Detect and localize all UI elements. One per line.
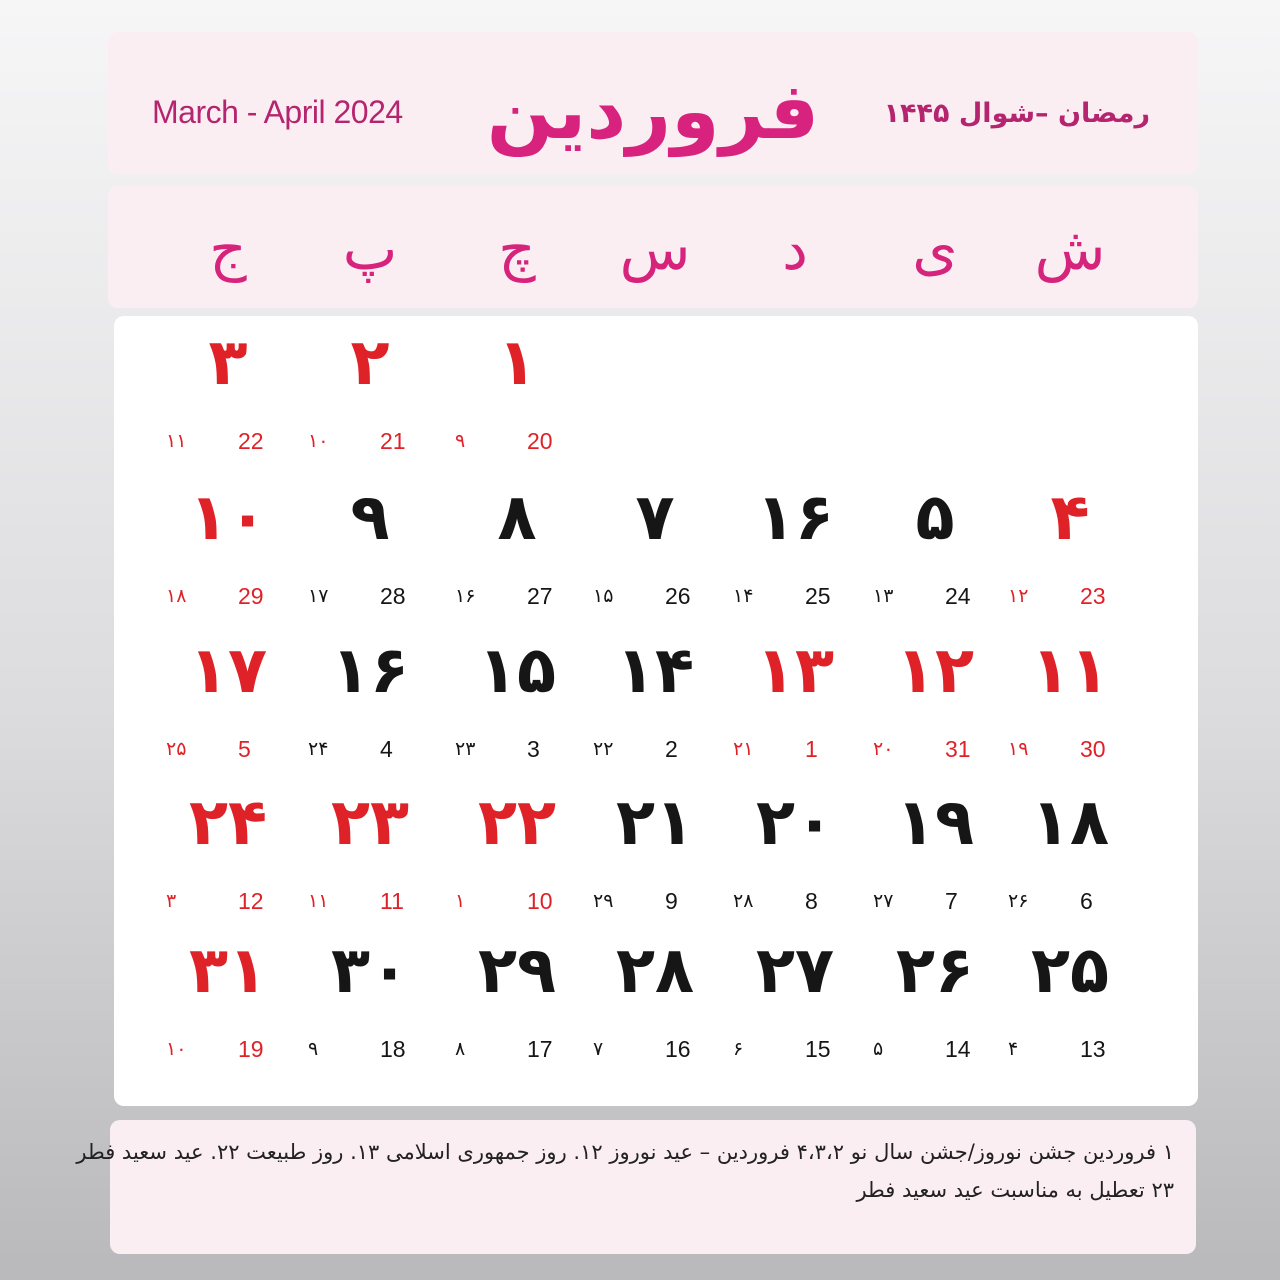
gregorian-day-number: 23 [1080,583,1106,609]
hijri-day-number: ۴ [1008,1038,1019,1060]
weekday-label: چ [498,215,536,283]
persian-day-number: ۱۹ [895,786,975,860]
weekday-header [108,186,1198,308]
persian-day-number: ۱۵ [477,634,557,708]
gregorian-day-number: 15 [805,1036,831,1062]
gregorian-day-number: 21 [380,428,406,454]
persian-day-number: ۱۷ [188,634,268,708]
persian-day-number: ۱۶ [330,634,410,708]
hijri-day-number: ۲۶ [1008,890,1029,912]
persian-day-number: ۲۸ [615,934,695,1008]
gregorian-day-number: 10 [527,888,553,914]
persian-day-number: ۱۸ [1030,786,1110,860]
hijri-day-number: ۱ [455,890,466,912]
gregorian-day-number: 20 [527,428,553,454]
persian-day-number: ۳۰ [330,934,410,1008]
hijri-day-number: ۱۰ [308,430,329,452]
gregorian-day-number: 7 [945,888,958,914]
persian-day-number: ۳۱ [188,934,268,1008]
hijri-day-number: ۵ [873,1038,884,1060]
persian-day-number: ۱۴ [615,634,695,708]
persian-day-number: ۲۱ [615,786,695,860]
hijri-day-number: ۱۸ [166,585,187,607]
hijri-day-number: ۱۷ [308,585,329,607]
gregorian-day-number: 22 [238,428,264,454]
persian-day-number: ۱۲ [895,634,975,708]
persian-day-number: ۱ [497,326,537,400]
hijri-day-number: ۶ [733,1038,744,1060]
gregorian-day-number: 12 [238,888,264,914]
gregorian-month-range: March - April 2024 [152,94,403,130]
hijri-day-number: ۲۳ [455,738,476,760]
persian-day-number: ۹ [350,481,390,555]
persian-day-number: ۵ [915,481,955,555]
hijri-day-number: ۷ [593,1038,604,1060]
gregorian-day-number: 3 [527,736,540,762]
hijri-day-number: ۲۵ [166,738,187,760]
persian-day-number: ۲ [350,326,390,400]
hijri-day-number: ۱۳ [873,585,894,607]
hijri-day-number: ۲۰ [873,738,894,760]
persian-day-number: ۲۶ [895,934,975,1008]
persian-day-number: ۲۵ [1030,934,1110,1008]
hijri-day-number: ۱۱ [308,890,329,912]
gregorian-day-number: 29 [238,583,264,609]
persian-day-number: ۲۹ [477,934,557,1008]
hijri-day-number: ۲۱ [733,738,754,760]
gregorian-day-number: 13 [1080,1036,1106,1062]
gregorian-day-number: 28 [380,583,406,609]
weekday-label: س [619,215,691,283]
gregorian-day-number: 19 [238,1036,264,1062]
persian-day-number: ۱۰ [188,481,268,555]
gregorian-day-number: 16 [665,1036,691,1062]
gregorian-day-number: 31 [945,736,971,762]
gregorian-day-number: 18 [380,1036,406,1062]
persian-day-number: ۱۱ [1030,634,1110,708]
hijri-day-number: ۲۸ [733,890,754,912]
gregorian-day-number: 11 [380,888,404,914]
weekday-label: د [782,215,808,283]
persian-day-number: ۸ [497,481,537,555]
persian-day-number: ۴ [1050,481,1090,555]
holiday-notes [76,1120,1196,1254]
hijri-day-number: ۱۶ [455,585,476,607]
calendar-header [108,32,1198,174]
gregorian-day-number: 30 [1080,736,1106,762]
gregorian-day-number: 27 [527,583,553,609]
hijri-day-number: ۱۴ [733,585,754,607]
persian-day-number: ۱۳ [755,634,835,708]
hijri-day-number: ۹ [455,430,466,452]
gregorian-day-number: 25 [805,583,831,609]
gregorian-day-number: 17 [527,1036,553,1062]
weekday-label: ش [1034,215,1106,283]
hijri-day-number: ۱۵ [593,585,614,607]
weekday-label: پ [342,215,398,283]
hijri-day-number: ۹ [308,1038,319,1060]
gregorian-day-number: 2 [665,736,678,762]
hijri-day-number: ۲۷ [873,890,894,912]
gregorian-day-number: 26 [665,583,691,609]
hijri-day-number: ۲۲ [593,738,614,760]
hijri-day-number: ۸ [455,1038,466,1060]
hijri-day-number: ۲۹ [593,890,614,912]
hijri-month-range: رمضان –شوال ۱۴۴۵ [883,98,1150,129]
persian-day-number: ۲۳ [330,786,410,860]
holiday-note-line: ۲۳ تعطیل به مناسبت عید سعید فطر [856,1178,1174,1202]
gregorian-day-number: 24 [945,583,971,609]
hijri-day-number: ۱۲ [1008,585,1029,607]
hijri-day-number: ۱۰ [166,1038,187,1060]
gregorian-day-number: 8 [805,888,818,914]
persian-day-number: ۱۶ [755,481,835,555]
hijri-day-number: ۱۹ [1008,738,1029,760]
gregorian-day-number: 4 [380,736,393,762]
gregorian-day-number: 9 [665,888,678,914]
persian-day-number: ۳ [208,326,248,400]
calendar-grid [114,316,1198,1106]
persian-day-number: ۲۰ [755,786,835,860]
gregorian-day-number: 6 [1080,888,1093,914]
weekday-label: ی [912,215,958,283]
gregorian-day-number: 5 [238,736,251,762]
gregorian-day-number: 14 [945,1036,971,1062]
persian-day-number: ۲۷ [755,934,835,1008]
gregorian-day-number: 1 [805,736,818,762]
persian-day-number: ۲۴ [188,786,268,860]
hijri-day-number: ۱۱ [166,430,187,452]
month-title: فروردین [486,67,820,157]
persian-day-number: ۷ [635,481,675,555]
hijri-day-number: ۳ [166,890,177,912]
hijri-day-number: ۲۴ [308,738,329,760]
persian-day-number: ۲۲ [477,786,557,860]
weekday-label: ج [209,215,247,283]
holiday-note-line: ۱ فروردین جشن نوروز/جشن سال نو ۴،۳،۲ فروردین – عید نوروز ۱۲. روز جمهوری اسلامی ۱۳. روز طبیعت ۲۲. عید سعید فطر [76,1140,1174,1164]
